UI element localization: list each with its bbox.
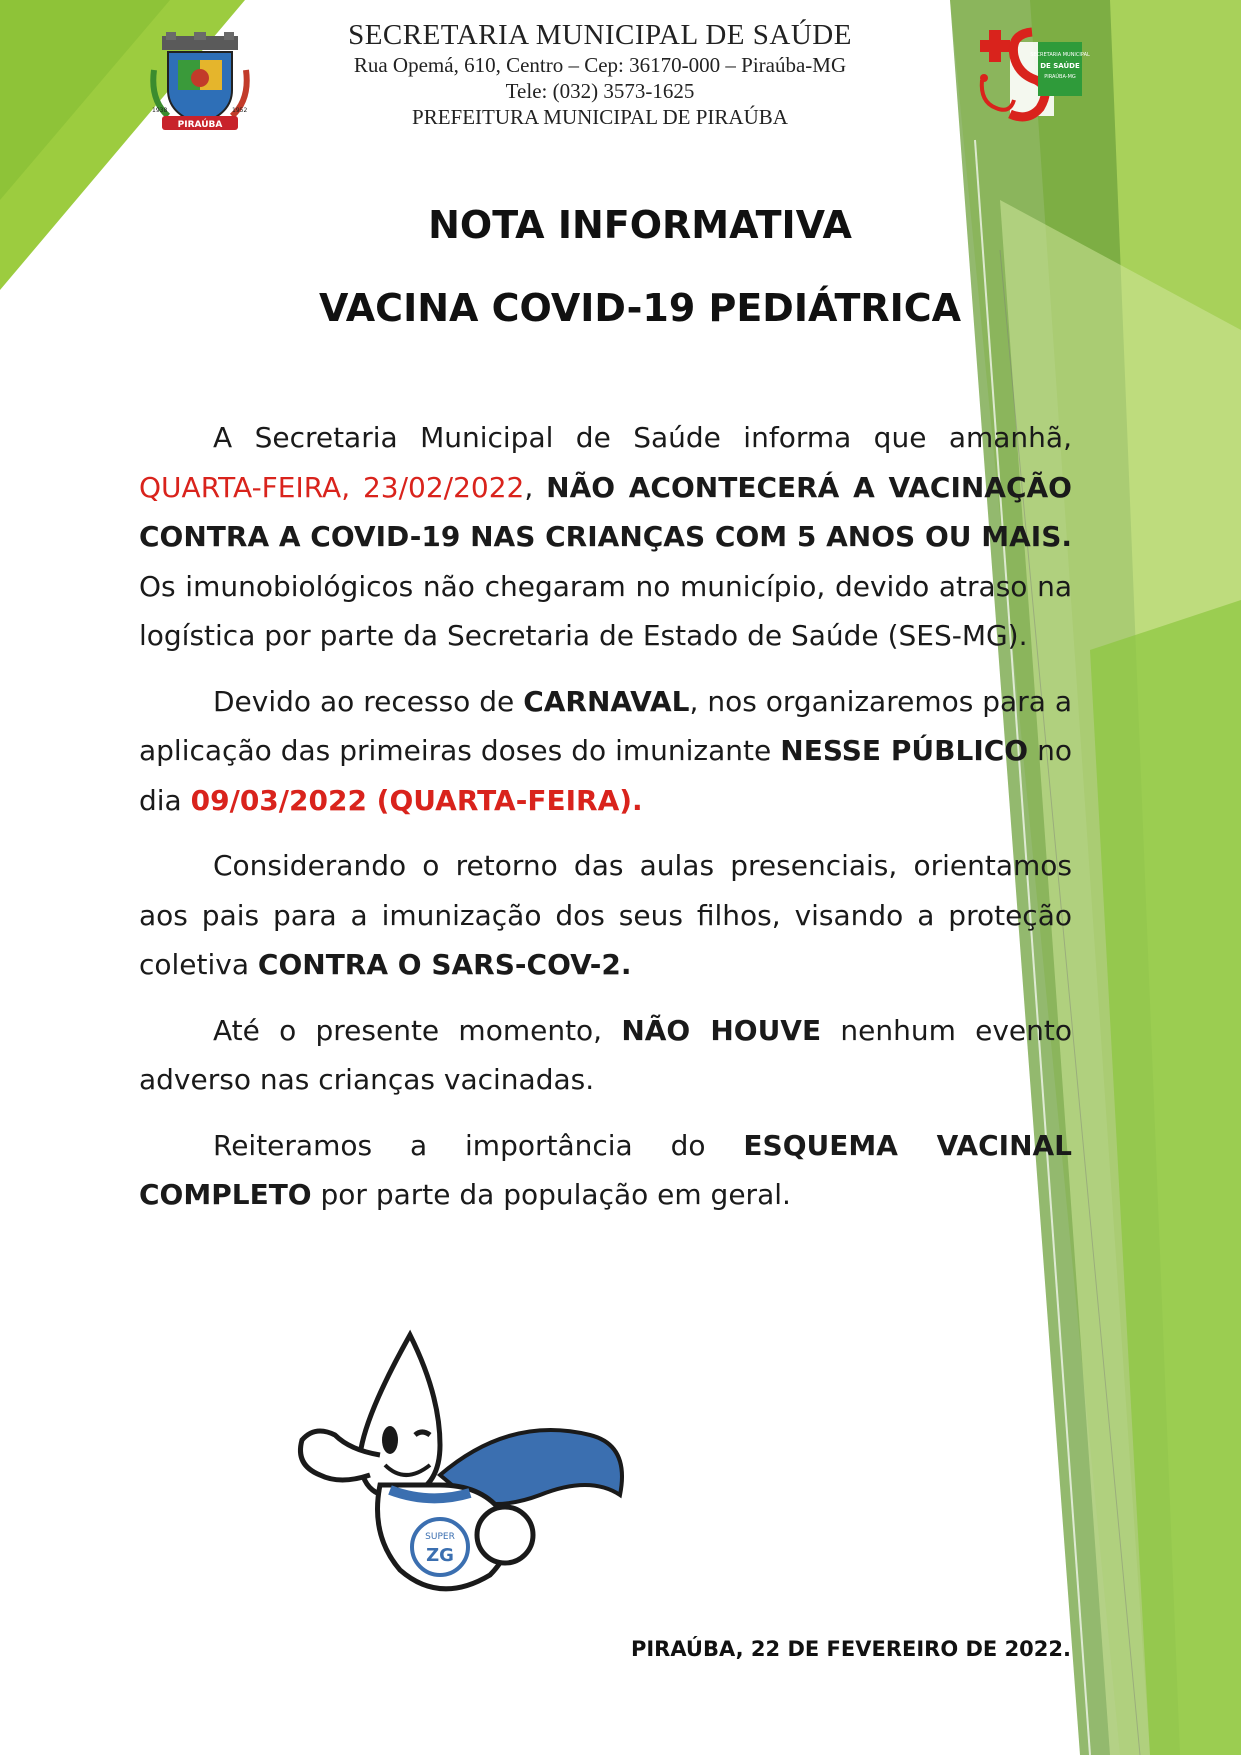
p4-a: Até o presente momento, xyxy=(213,1013,622,1047)
p2-a: Devido ao recesso de xyxy=(213,684,524,718)
org-phone: Tele: (032) 3573-1625 xyxy=(505,79,695,103)
crest-banner: PIRAÚBA xyxy=(177,120,223,130)
document-title: NOTA INFORMATIVA xyxy=(428,203,852,247)
ze-gotinha-mascot-icon xyxy=(290,1325,650,1630)
p5-c: por parte da população em geral. xyxy=(311,1178,791,1211)
paragraph-3 xyxy=(139,841,1072,990)
crest-year-left: 1938 xyxy=(152,107,168,114)
p5-a: Reiteramos a importância do xyxy=(213,1128,744,1162)
notice-body xyxy=(139,413,1072,1236)
logo-line1: SECRETARIA MUNICIPAL xyxy=(1030,52,1090,58)
p2-publico: NESSE PÚBLICO xyxy=(780,734,1029,767)
paragraph-4 xyxy=(139,1006,1072,1105)
p2-carnaval: CARNAVAL xyxy=(523,684,690,718)
logo-line2: DE SAÚDE xyxy=(1040,62,1080,70)
p2-b: , nos organizaremos para a aplicação das primeiras doses do imunizante xyxy=(139,684,1072,767)
p5-b: ESQUEMA VACINAL COMPLETO xyxy=(139,1128,1073,1211)
crest-year-right: 1952 xyxy=(232,107,248,114)
health-secretary-logo-icon xyxy=(970,22,1090,142)
p3-a: Considerando o retorno das aulas presenciais, orientamos aos pais para a imunização dos seus filhos, visando a proteção coletiva xyxy=(139,849,1072,981)
p1-date: QUARTA-FEIRA, 23/02/2022 xyxy=(139,470,525,504)
org-address: Rua Opemá, 610, Centro – Cep: 36170-000 – Piraúba-MG xyxy=(353,53,847,77)
p1-bold-notice: NÃO ACONTECERÁ A VACINAÇÃO CONTRA A COVID-19 NAS CRIANÇAS COM 5 ANOS OU MAIS. xyxy=(139,470,1072,553)
p1-comma: , xyxy=(524,470,547,504)
badge-top-text: SUPER xyxy=(425,1532,455,1542)
p2-c: no dia xyxy=(139,734,1072,817)
org-title: SECRETARIA MUNICIPAL DE SAÚDE xyxy=(348,19,852,51)
document-header xyxy=(300,18,900,130)
place-date-footer: PIRAÚBA, 22 DE FEVEREIRO DE 2022. xyxy=(630,1637,1071,1661)
paragraph-5 xyxy=(139,1121,1072,1220)
p3-b: CONTRA O SARS-COV-2. xyxy=(257,948,632,981)
paragraph-2 xyxy=(139,677,1072,826)
p4-b: NÃO HOUVE xyxy=(621,1013,822,1047)
document-subtitle: VACINA COVID-19 PEDIÁTRICA xyxy=(318,286,962,330)
org-prefeitura: PREFEITURA MUNICIPAL DE PIRAÚBA xyxy=(412,105,788,129)
paragraph-1 xyxy=(139,413,1072,661)
municipal-crest-icon xyxy=(148,30,252,134)
p1-rest: Os imunobiológicos não chegaram no município, devido atraso na logística por parte da Secretaria de Estado de Saúde (SES-MG). xyxy=(139,569,1072,652)
p2-date: 09/03/2022 (QUARTA-FEIRA). xyxy=(190,783,643,817)
p4-c: nenhum evento adverso nas crianças vacinadas. xyxy=(139,1013,1072,1096)
badge-bottom-text: ZG xyxy=(426,1545,454,1566)
p1-intro: A Secretaria Municipal de Saúde informa que amanhã, xyxy=(213,421,1072,454)
logo-line3: PIRAÚBA-MG xyxy=(1044,74,1076,80)
